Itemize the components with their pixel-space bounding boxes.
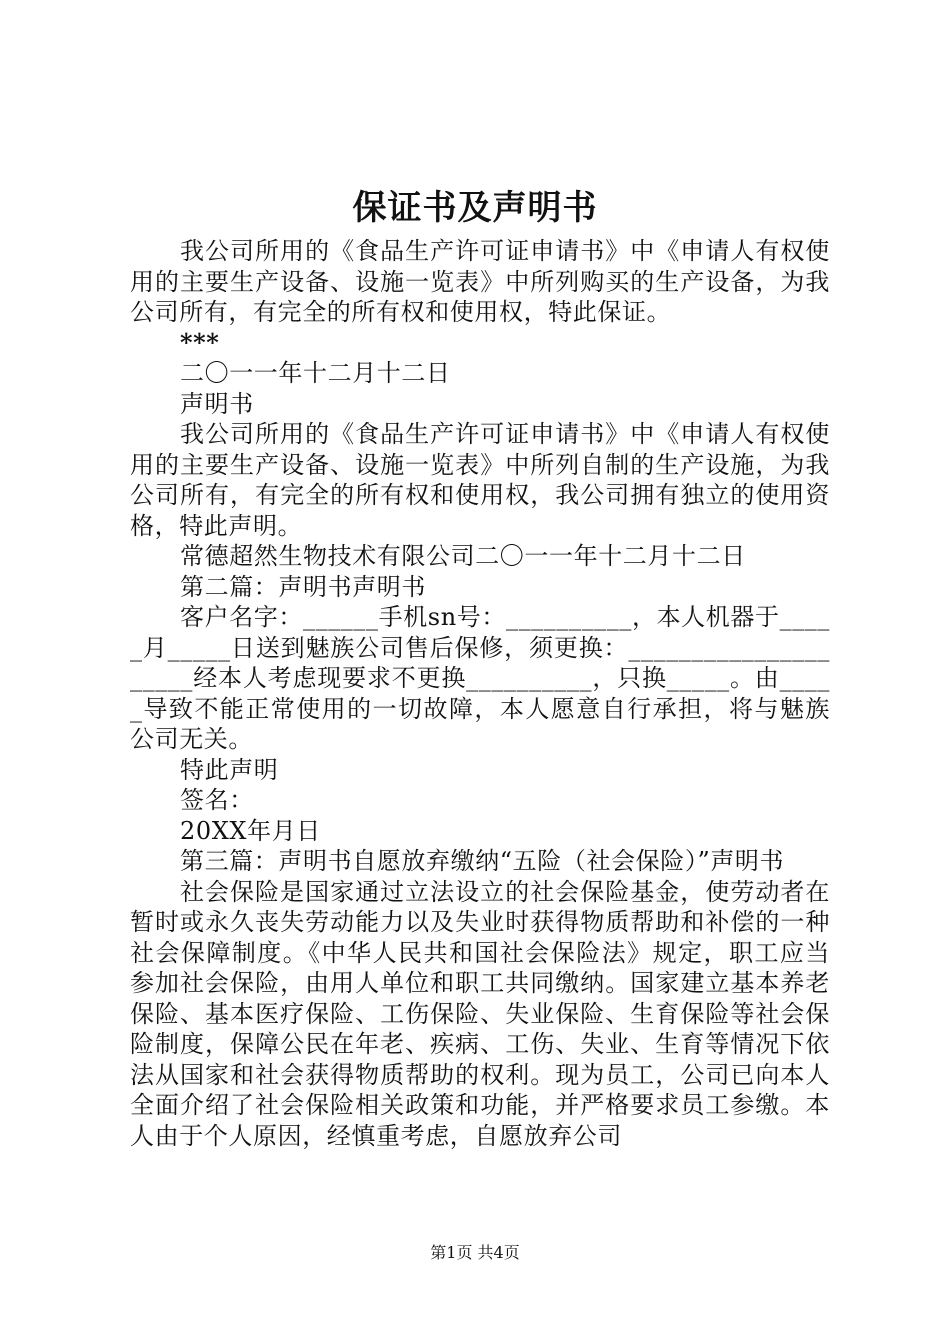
paragraph-guarantee: 我公司所用的《食品生产许可证申请书》中《申请人有权使用的主要生产设备、设施一览表》中所列购买的生产设备，为我公司所有，有完全的所有权和使用权，特此保证。 <box>130 237 830 326</box>
paragraph-customer-form: 客户名字：______手机sn号：__________，本人机器于_____月_____日送到魅族公司售后保修，须更换：_____________________经本人考虑现要求不更换__________，只换_____。由_____导致不能正常使用的一切故障，本人愿意自行承担，将与魅族公司无关。 <box>130 603 830 753</box>
paragraph-signature: 签名： <box>180 786 254 814</box>
page-number-footer: 第1页 共4页 <box>430 1243 520 1262</box>
paragraph-social-insurance: 社会保险是国家通过立法设立的社会保险基金，使劳动者在暂时或永久丧失劳动能力以及失业时获得物质帮助和补偿的一种社会保障制度。《中华人民共和国社会保险法》规定，职工应当参加社会保险，由用人单位和职工共同缴纳。国家建立基本养老保险、基本医疗保险、工伤保险、失业保险、生育保险等社会保险制度，保障公民在年老、疾病、工伤、失业、生育等情况下依法从国家和社会获得物质帮助的权利。现为员工，公司已向本人全面介绍了社会保险相关政策和功能，并严格要求员工参缴。本人由于个人原因，经慎重考虑，自愿放弃公司 <box>130 877 830 1150</box>
paragraph-company-date: 常德超然生物技术有限公司二〇一一年十二月十二日 <box>180 542 746 570</box>
paragraph-year-date: 20XX年月日 <box>180 816 321 845</box>
paragraph-section-three-heading: 第三篇：声明书自愿放弃缴纳“五险（社会保险）”声明书 <box>180 847 785 875</box>
document-title: 保证书及声明书 <box>352 188 598 228</box>
paragraph-section-two-heading: 第二篇：声明书声明书 <box>180 572 426 601</box>
paragraph-heading-declaration: 声明书 <box>180 389 254 418</box>
paragraph-company-placeholder: *** <box>180 327 220 357</box>
document-body <box>130 236 830 1151</box>
paragraph-date: 二〇一一年十二月十二日 <box>180 359 451 387</box>
paragraph-declaration: 我公司所用的《食品生产许可证申请书》中《申请人有权使用的主要生产设备、设施一览表》中所列自制的生产设施，为我公司所有，有完全的所有权和使用权，我公司拥有独立的使用资格，特此声明。 <box>130 420 830 540</box>
paragraph-hereby-declare: 特此声明 <box>180 755 279 784</box>
